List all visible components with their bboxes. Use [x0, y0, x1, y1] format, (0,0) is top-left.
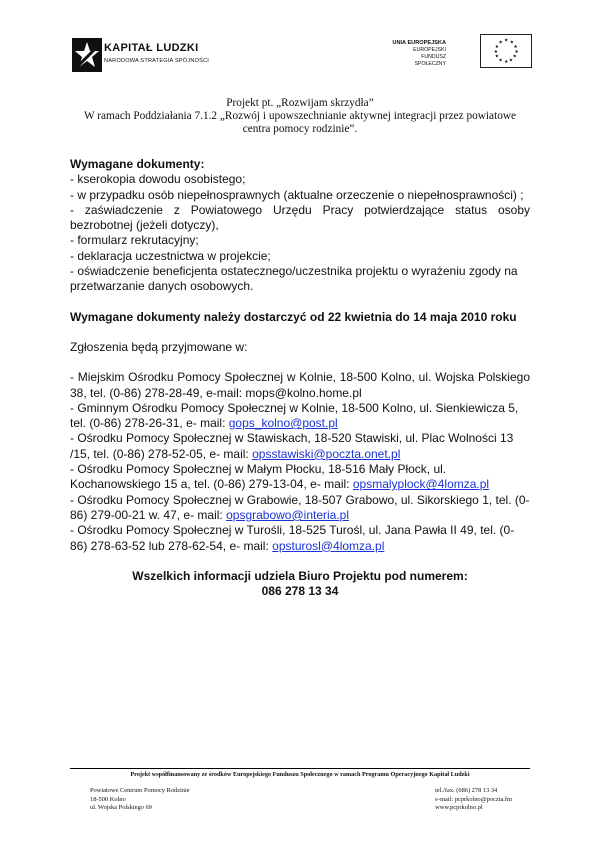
office-item — [70, 401, 530, 432]
footer-contact-line: www.pcprkolno.pl — [435, 804, 483, 812]
applications-intro: Zgłoszenia będą przyjmowane w: — [70, 339, 248, 354]
kapital-ludzki-title: KAPITAŁ LUDZKI — [104, 42, 199, 54]
doc-item: - kserokopia dowodu osobistego; — [70, 172, 246, 187]
office-item — [70, 493, 530, 524]
office-email-link[interactable]: opsgrabowo@interia.pl — [226, 507, 350, 522]
kapital-ludzki-subtitle: NARODOWA STRATEGIA SPÓJNOŚCI — [104, 58, 210, 64]
doc-item: - deklaracja uczestnictwa w projekcie; — [70, 248, 271, 263]
eu-line-2: EUROPEJSKI — [413, 47, 446, 53]
office-text: - Ośrodku Pomocy Społecznej w Turośli, 18-525 Turośl, ul. Jana Pawła II 49, tel. (0-86) 278-63-52 lub 278-62-54, e- mail: — [70, 523, 515, 553]
office-text: - Ośrodku Pomocy Społecznej w Grabowie, 18-507 Grabowo, ul. Sikorskiego 1, tel. (0-86) 279-00-21 w. 47, e- mail: — [70, 492, 530, 522]
svg-text:★: ★ — [513, 45, 518, 51]
office-text: - Miejskim Ośrodku Pomocy Społecznej w Kolnie, 18-500 Kolno, ul. Wojska Polskiego 38, tel. (0-86) 278-28-49, e-mail: mops@kolno.home.pl — [70, 370, 530, 400]
doc-item: - oświadczenie beneficjenta ostatecznego/uczestnika projektu o wyrażeniu zgody na przetwarzanie danych osobowych. — [70, 264, 518, 294]
project-intro — [70, 97, 530, 136]
contact-phone: 086 278 13 34 — [261, 584, 339, 599]
footer-columns — [70, 787, 530, 812]
project-title: Projekt pt. „Rozwijam skrzydła” — [226, 97, 374, 109]
svg-text:★: ★ — [498, 58, 503, 64]
svg-text:★: ★ — [508, 58, 514, 64]
office-email-link[interactable]: gops_kolno@post.pl — [228, 416, 338, 431]
footer-contact-line: e-mail: pcprkolno@poczta.fm — [435, 795, 512, 803]
footer — [70, 771, 530, 813]
svg-text:★: ★ — [504, 60, 509, 66]
eu-logo — [390, 34, 532, 70]
project-subtitle: W ramach Poddziałania 7.1.2 „Rozwój i upowszechnianie aktywnej integracji przez powiatowe centra pomocy rodzinie”. — [83, 110, 517, 135]
office-text: - Gminnym Ośrodku Pomocy Społecznej w Kolnie, 18-500 Kolno, ul. Sienkiewicza 5, tel. (0-86) 278-26-31, e- mail: — [70, 400, 519, 431]
footer-address-line: ul. Wojska Polskiego 69 — [90, 804, 152, 812]
svg-text:★: ★ — [514, 49, 519, 55]
svg-text:★: ★ — [498, 40, 503, 46]
cofinance-note: Projekt współfinansowany ze środków Europejskiego Funduszu Społecznego w ramach Programu Operacyjnego Kapitał Ludzki — [130, 771, 470, 778]
svg-text:★: ★ — [509, 40, 514, 46]
doc-item: - formularz rekrutacyjny; — [70, 233, 199, 248]
deadline-notice: Wymagane dokumenty należy dostarczyć od 22 kwietnia do 14 maja 2010 roku — [70, 309, 517, 324]
office-email-link[interactable]: opsstawiski@poczta.onet.pl — [252, 446, 401, 461]
office-item — [70, 523, 530, 554]
svg-text:★: ★ — [493, 49, 498, 55]
footer-contact — [435, 787, 512, 812]
office-item — [70, 370, 530, 401]
office-text: - Ośrodku Pomocy Społecznej w Małym Płocku, 18-516 Mały Płock, ul. Kochanowskiego 15 a, tel. (0-86) 279-13-04, e- mail: — [70, 462, 447, 492]
main-content — [70, 157, 530, 599]
required-docs-list — [70, 172, 530, 294]
footer-divider — [70, 768, 530, 769]
office-item — [70, 431, 530, 462]
footer-contact-line: tel./fax. (086) 278 13 34 — [435, 787, 498, 795]
offices-list — [70, 370, 530, 554]
footer-address — [90, 787, 190, 812]
footer-address-line: 18-500 Kolno — [90, 795, 126, 803]
eu-line-1: UNIA EUROPEJSKA — [392, 40, 446, 46]
office-email-link[interactable]: opsmalyplock@4lomza.pl — [352, 477, 490, 492]
eu-logo-text — [390, 40, 446, 68]
required-docs-heading: Wymagane dokumenty: — [70, 157, 205, 171]
kapital-ludzki-logo — [72, 38, 222, 74]
eu-line-3: FUNDUSZ SPOŁECZNY — [414, 54, 446, 67]
contact-info-line: Wszelkich informacji udziela Biuro Projektu pod numerem: — [132, 568, 468, 583]
office-email-link[interactable]: opsturosl@4lomza.pl — [272, 538, 385, 553]
eu-flag-icon — [480, 34, 532, 68]
svg-text:★: ★ — [504, 38, 509, 44]
doc-item: - zaświadczenie z Powiatowego Urzędu Pracy potwierdzające status osoby bezrobotnej (jeżeli dotyczy), — [70, 202, 530, 233]
footer-address-line: Powiatowe Centrum Pomocy Rodzinie — [90, 787, 190, 795]
doc-item: - w przypadku osób niepełnosprawnych (aktualne orzeczenie o niepełnosprawności) ; — [70, 187, 524, 202]
svg-text:★: ★ — [512, 54, 517, 60]
office-text: - Ośrodku Pomocy Społecznej w Stawiskach, 18-520 Stawiski, ul. Plac Wolności 13 /15, tel. (0-86) 278-52-05, e- mail: — [70, 431, 514, 461]
kapital-ludzki-star-icon — [72, 38, 102, 72]
header — [72, 30, 532, 80]
office-item — [70, 462, 530, 493]
svg-text:★: ★ — [494, 45, 499, 51]
svg-text:★: ★ — [494, 54, 499, 60]
